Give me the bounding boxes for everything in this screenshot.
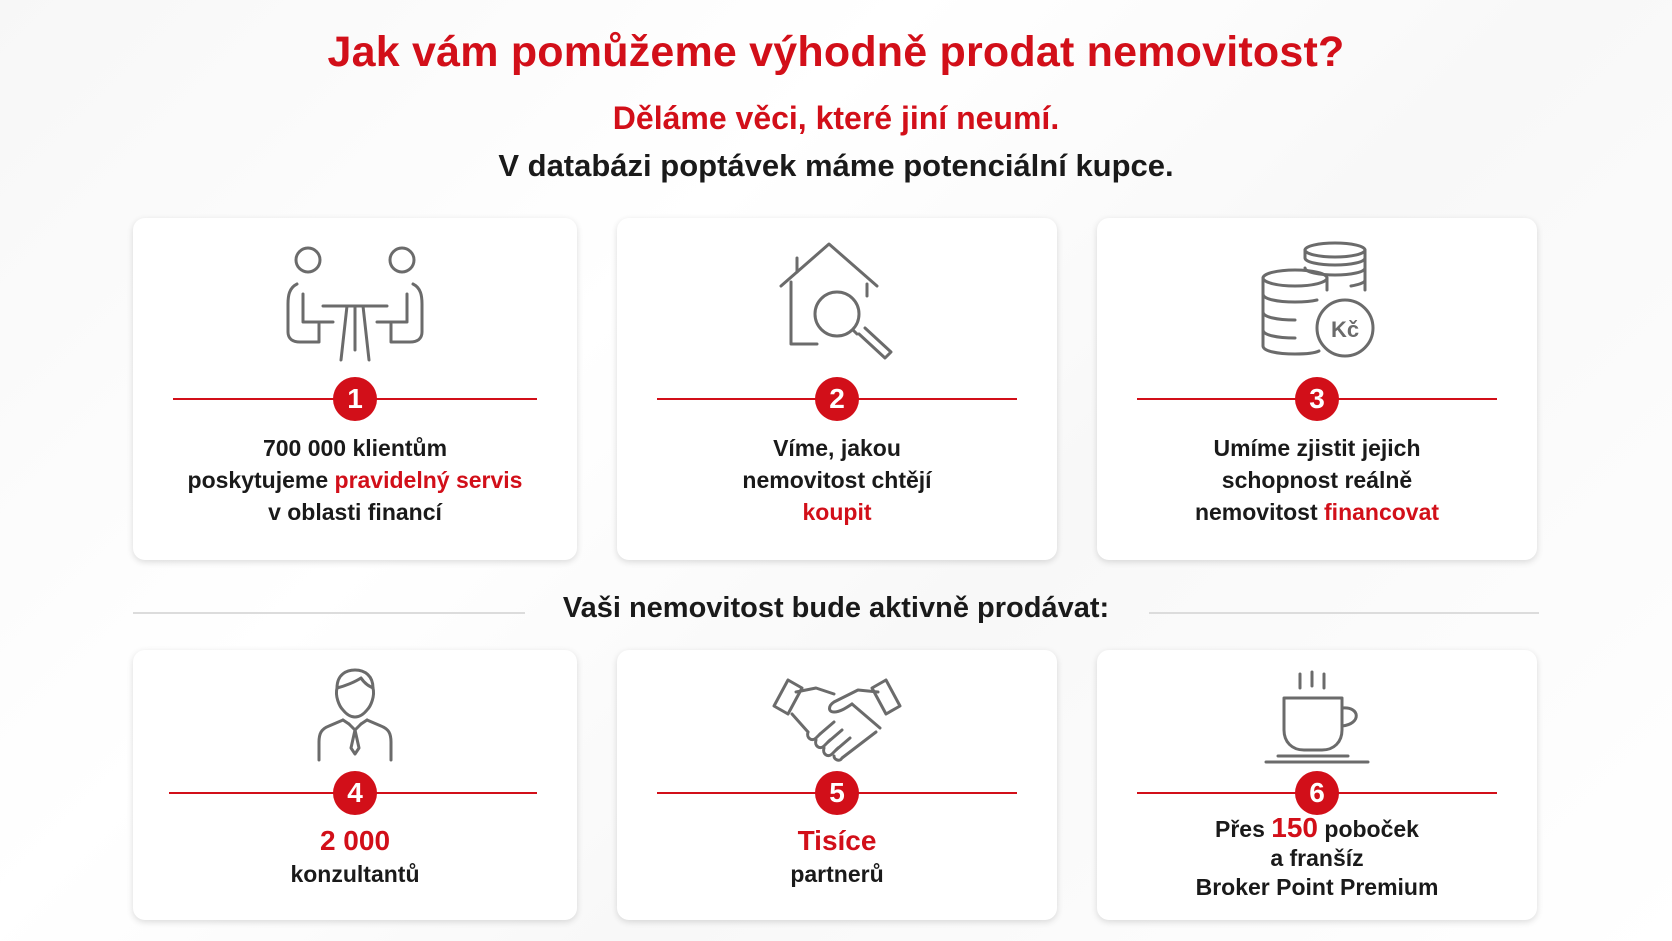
card-financing <box>1097 218 1537 560</box>
card-line: konzultantů <box>290 861 420 887</box>
card-line <box>1107 496 1527 528</box>
step-badge: 1 <box>333 377 377 421</box>
step-badge: 3 <box>1295 377 1339 421</box>
card-text <box>1107 813 1527 902</box>
card-line: 700 000 klientům <box>262 435 448 461</box>
coins-czk-icon <box>1257 238 1377 362</box>
card-line <box>1107 813 1527 844</box>
card-text-part: poskytujeme <box>187 467 335 493</box>
highlight-value: Tisíce <box>797 825 877 856</box>
card-line: schopnost reálně <box>1221 467 1413 493</box>
card-line <box>143 464 567 496</box>
meeting-people-icon <box>285 242 425 362</box>
consultant-icon <box>315 666 395 762</box>
card-text <box>627 432 1047 528</box>
card-line: Broker Point Premium <box>1195 874 1439 900</box>
highlight-text: koupit <box>802 499 872 525</box>
card-line: Víme, jakou <box>773 435 901 461</box>
card-text <box>1107 432 1527 528</box>
card-line: partnerů <box>790 861 884 887</box>
card-branches <box>1097 650 1537 920</box>
coin-label: Kč <box>1330 317 1360 342</box>
card-line: nemovitost chtějí <box>742 467 932 493</box>
card-text <box>627 824 1047 890</box>
house-search-icon <box>777 238 897 362</box>
card-line: v oblasti financí <box>268 499 442 525</box>
highlight-text: financovat <box>1324 499 1440 525</box>
coffee-cup-icon <box>1264 670 1370 766</box>
card-consultants <box>133 650 577 920</box>
card-text <box>143 824 567 890</box>
page-subtitle: Děláme věci, které jiní neumí. <box>612 100 1060 136</box>
lead-text: V databázi poptávek máme potenciální kupce. <box>498 148 1174 183</box>
step-badge: 2 <box>815 377 859 421</box>
card-text-part: poboček <box>1318 816 1419 842</box>
highlight-value: 2 000 <box>319 825 391 856</box>
card-text <box>143 432 567 528</box>
card-line: a franšíz <box>1270 845 1364 871</box>
step-badge: 4 <box>333 771 377 815</box>
card-text-part: Přes <box>1215 816 1272 842</box>
card-buyers <box>617 218 1057 560</box>
card-text-part: nemovitost <box>1194 499 1325 525</box>
step-badge: 5 <box>815 771 859 815</box>
handshake-icon <box>772 676 902 762</box>
section-heading: Vaši nemovitost bude aktivně prodávat: <box>562 592 1110 624</box>
highlight-value: 150 <box>1271 812 1318 843</box>
card-clients <box>133 218 577 560</box>
card-line: Umíme zjistit jejich <box>1213 435 1421 461</box>
highlight-text: pravidelný servis <box>334 467 523 493</box>
card-partners <box>617 650 1057 920</box>
step-badge: 6 <box>1295 771 1339 815</box>
page-title: Jak vám pomůžeme výhodně prodat nemovitost? <box>327 28 1345 76</box>
